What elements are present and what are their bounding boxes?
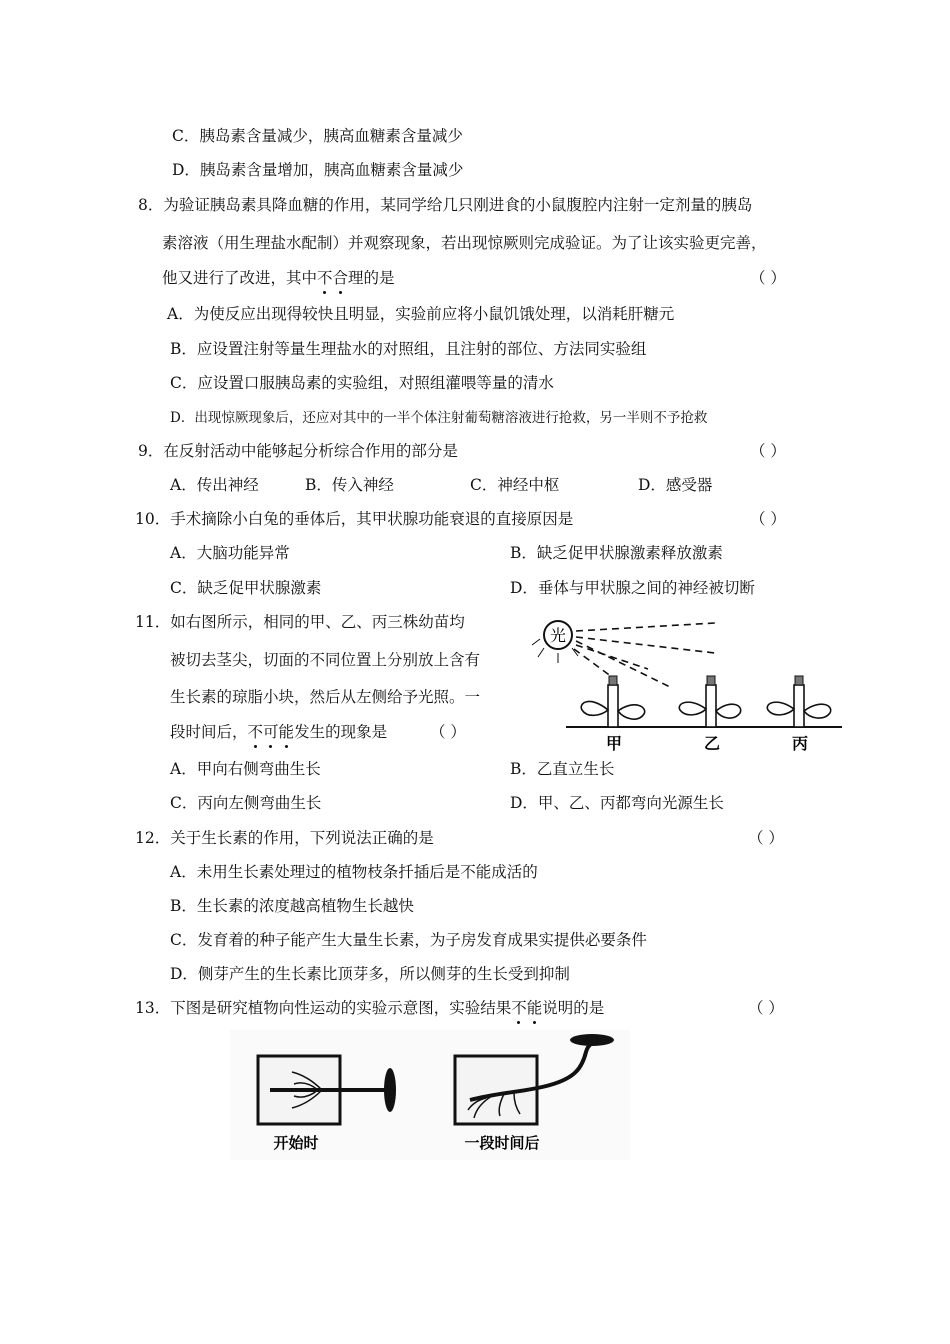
seedling-yi — [679, 676, 740, 727]
q12-option-a: A．未用生长素处理过的植物枝条扦插后是不能成活的 — [170, 863, 538, 881]
q12-stem: 12．关于生长素的作用，下列说法正确的是 — [135, 829, 434, 847]
q8-option-b: B．应设置注射等量生理盐水的对照组，且注射的部位、方法同实验组 — [170, 340, 647, 358]
q10-option-d: D．垂体与甲状腺之间的神经被切断 — [510, 579, 755, 597]
seedling-label-bing: 丙 — [791, 734, 809, 753]
emphasis-dot-char: 能 — [278, 723, 295, 741]
seedling-label-jia: 甲 — [605, 734, 623, 753]
q12-option-c: C．发育着的种子能产生大量生长素，为子房发育成果实提供必要条件 — [170, 931, 647, 949]
q8-stem-line-1: 8．为验证胰岛素具降血糖的作用，某同学给几只刚进食的小鼠腹腔内注射一定剂量的胰岛 — [138, 196, 753, 214]
q12-option-b: B．生长素的浓度越高植物生长越快 — [170, 897, 414, 915]
q7-option-c: C．胰岛素含量减少，胰高血糖素含量减少 — [172, 127, 463, 145]
q8-stem-line-3: 他又进行了改进，其中不合理的是 — [162, 269, 395, 287]
emphasis-dot-char: 能 — [526, 999, 543, 1017]
q10-option-c: C．缺乏促甲状腺激素 — [170, 579, 322, 597]
q9-answer-paren: （ ） — [750, 442, 786, 460]
q8-option-d: D．出现惊厥现象后，还应对其中的一半个体注射葡萄糖溶液进行抢救，另一半则不予抢救 — [170, 410, 708, 426]
q9-option-b: B．传入神经 — [305, 476, 394, 494]
q9-stem: 9．在反射活动中能够起分析综合作用的部分是 — [138, 442, 458, 460]
emphasis-dot-char: 不 — [511, 999, 527, 1017]
sun-label: 光 — [549, 626, 567, 645]
q11-stem-line-3: 生长素的琼脂小块，然后从左侧给予光照。一 — [170, 688, 481, 706]
q13-answer-paren: （ ） — [748, 999, 784, 1017]
label-start: 开始时 — [273, 1134, 319, 1152]
q11-option-b: B．乙直立生长 — [510, 760, 615, 778]
q13-tropism-figure — [230, 1030, 630, 1160]
label-after: 一段时间后 — [464, 1134, 540, 1152]
seedling-bing — [767, 676, 830, 727]
q13-stem: 13．下图是研究植物向性运动的实验示意图，实验结果不能说明的是 — [135, 999, 605, 1017]
emphasis-dot-char: 不 — [317, 269, 333, 287]
q10-option-a: A．大脑功能异常 — [170, 544, 290, 562]
q11-option-d: D．甲、乙、丙都弯向光源生长 — [510, 794, 724, 812]
q11-stem-line-2: 被切去茎尖，切面的不同位置上分别放上含有 — [170, 651, 481, 669]
q8-option-a: A．为使反应出现得较快且明显，实验前应将小鼠饥饿处理，以消耗肝糖元 — [167, 305, 675, 323]
emphasis-dot-char: 合 — [332, 269, 349, 287]
seedling-label-yi: 乙 — [703, 734, 721, 753]
q12-answer-paren: （ ） — [748, 829, 784, 847]
q10-stem: 10．手术摘除小白兔的垂体后，其甲状腺功能衰退的直接原因是 — [135, 510, 574, 528]
seedling-jia — [581, 676, 644, 727]
q8-option-c: C．应设置口服胰岛素的实验组，对照组灌喂等量的清水 — [170, 374, 554, 392]
q9-option-d: D．感受器 — [638, 476, 713, 494]
q10-answer-paren: （ ） — [750, 510, 786, 528]
q11-seedling-figure — [530, 615, 850, 755]
q11-stem-line-4: 段时间后，不可能发生的现象是 — [170, 723, 388, 741]
q9-option-a: A．传出神经 — [170, 476, 259, 494]
light-rays — [574, 623, 715, 687]
q11-option-c: C．丙向左侧弯曲生长 — [170, 794, 322, 812]
q11-stem-line-1: 11．如右图所示，相同的甲、乙、丙三株幼苗均 — [135, 613, 465, 631]
q12-option-d: D．侧芽产生的生长素比顶芽多，所以侧芽的生长受到抑制 — [170, 965, 570, 983]
emphasis-dot-char: 不 — [247, 723, 264, 741]
q8-stem-line-2: 素溶液（用生理盐水配制）并观察现象，若出现惊厥则完成验证。为了让该实验更完善， — [162, 234, 767, 252]
q8-answer-paren: （ ） — [750, 269, 786, 287]
emphasis-dot-char: 可 — [263, 723, 279, 741]
q9-option-c: C．神经中枢 — [470, 476, 560, 494]
q7-option-d: D．胰岛素含量增加，胰高血糖素含量减少 — [172, 161, 464, 179]
q10-option-b: B．缺乏促甲状腺激素释放激素 — [510, 544, 723, 562]
q11-option-a: A．甲向右侧弯曲生长 — [170, 760, 321, 778]
q11-answer-paren: （ ） — [430, 723, 466, 741]
